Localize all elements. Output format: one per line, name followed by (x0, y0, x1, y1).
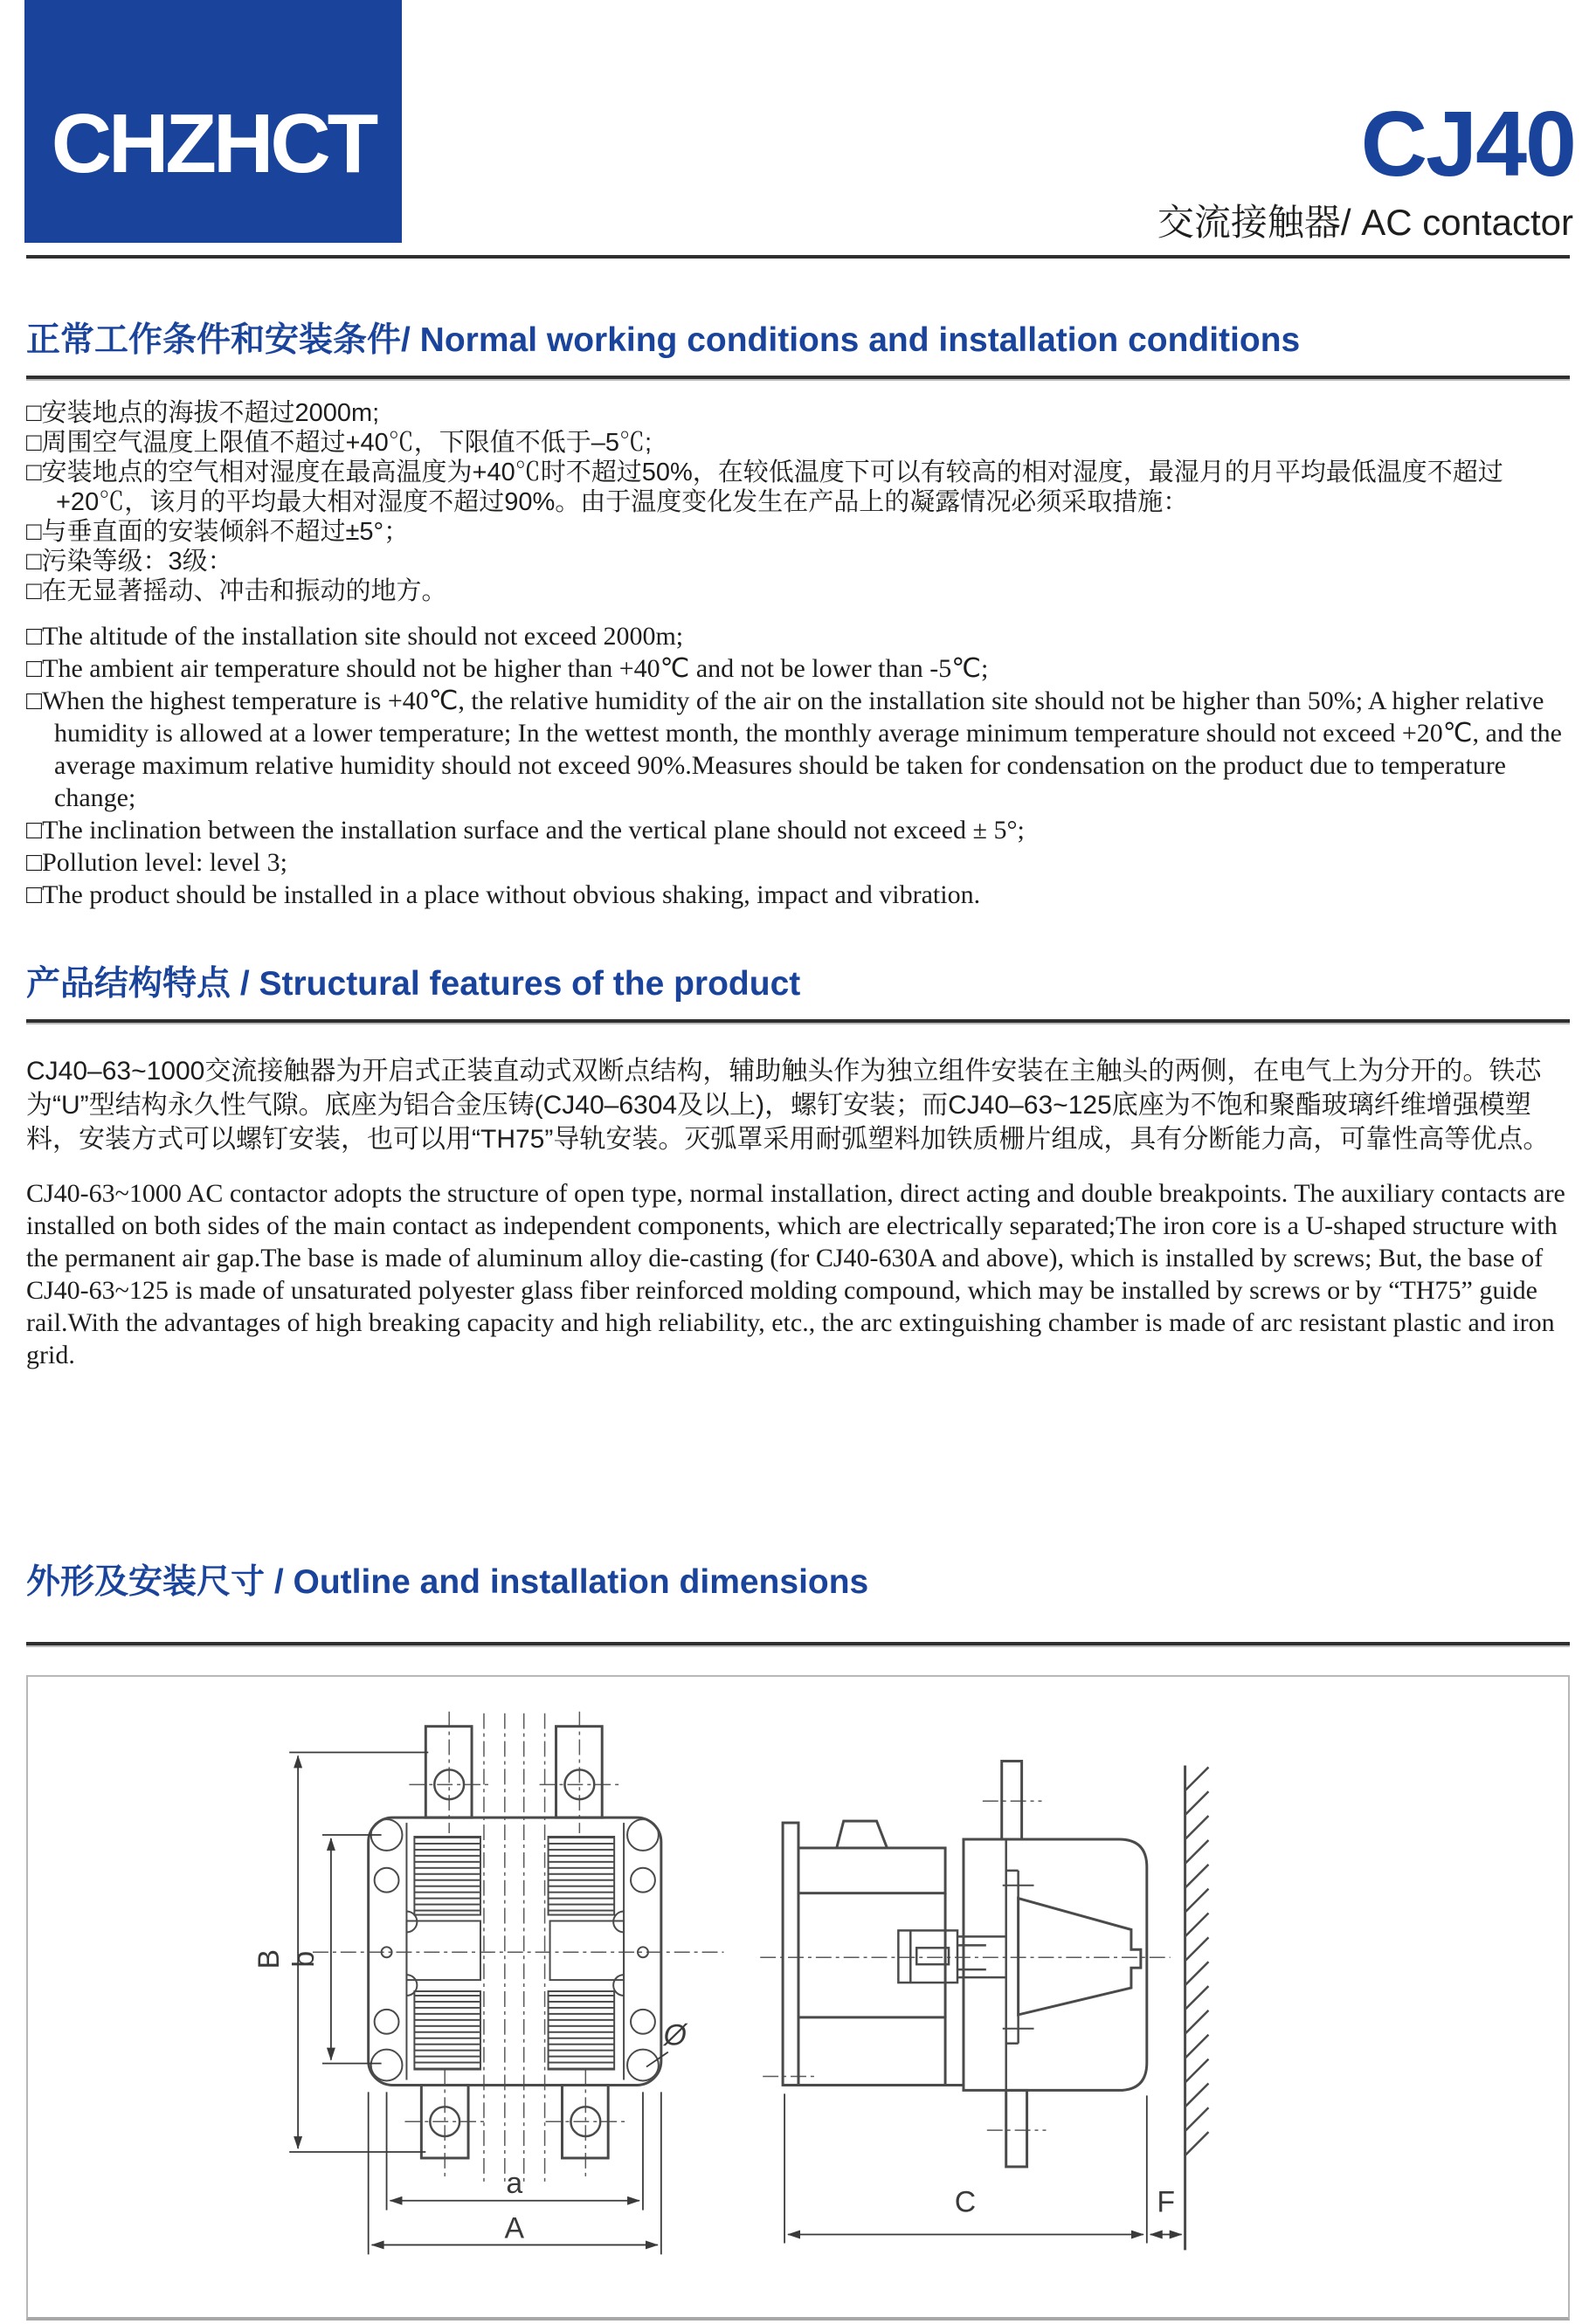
list-item: □The ambient air temperature should not be higher than +40℃ and not be lower than -5℃; (26, 654, 989, 683)
side-view-drawing (760, 1761, 1208, 2250)
section-divider (26, 1019, 1570, 1024)
working-conditions-list-zh (26, 398, 1570, 606)
section-title-dimensions: 外形及安装尺寸 / Outline and installation dimensions (26, 1563, 869, 1601)
centerlines (760, 1801, 1170, 2130)
list-item: □在无显著摇动、冲击和振动的地方。 (26, 577, 447, 605)
structural-features-paragraph-en: CJ40-63~1000 AC contactor adopts the structure of open type, normal installation, direct acting and double breakpoints. The auxiliary contacts are installed on both sides of the main contact as independent components, which are electrically separated;The iron core is a U-shaped structure with the permanent air gap.The base is made of aluminum alloy die-casting (for CJ40-630A and above), which is installed by screws; But, the base of CJ40-63~125 is made of unsaturated polyester glass fiber reinforced molding compound, which may be installed by screws or by “TH75” guide rail.With the advantages of high breaking capacity and high reliability, etc., the arc extinguishing chamber is made of arc resistant plastic and iron grid. (26, 1179, 1565, 1369)
structural-features-paragraph-zh: CJ40–63~1000交流接触器为开启式正装直动式双断点结构，辅助触头作为独立组件安装在主触头的两侧，在电气上为分开的。铁芯为“U”型结构永久性气隙。底座为铝合金压铸(CJ40–6304及以上)，螺钉安装；而CJ40–63~125底座为不饱和聚酯玻璃纤维增强模塑料，安装方式可以螺钉安装，也可以用“TH75”导轨安装。灭弧罩采用耐弧塑料加铁质栅片组成，具有分断能力高，可靠性高等优点。 (26, 1057, 1550, 1154)
technical-drawing (28, 1677, 1568, 2317)
dim-label-diameter: Ø (663, 2018, 687, 2052)
dim-label-A: A (504, 2211, 525, 2245)
section-divider (26, 376, 1570, 381)
dim-label-F: F (1157, 2185, 1176, 2219)
list-item: □Pollution level: level 3; (26, 848, 287, 877)
section-title-structural-features: 产品结构特点 / Structural features of the product (26, 965, 801, 1003)
page-content (26, 259, 1570, 2321)
list-item: □When the highest temperature is +40℃, the relative humidity of the air on the installation site should not be higher than 50%; A higher relative humidity is allowed at a lower temperature; In the wettest month, the monthly average minimum temperature should not exceed +20℃, and the average maximum relative humidity should not exceed 90%.Measures should be taken for condensation on the product due to temperature change; (26, 686, 1562, 812)
section-title-working-conditions: 正常工作条件和安装条件/ Normal working conditions and installation conditions (26, 321, 1301, 359)
product-subtitle: 交流接触器/ AC contactor (1157, 202, 1573, 243)
product-model-title: CJ40 (1360, 93, 1575, 196)
brand-logo-text: CHZHCT (51, 97, 376, 190)
list-item: □安装地点的空气相对湿度在最高温度为+40℃时不超过50%，在较低温度下可以有较高的相对湿度，最湿月的月平均最低温度不超过 +20℃，该月的平均最大相对湿度不超过90%。由于温度变化发生在产品上的凝露情况必须采取措施： (26, 459, 1503, 516)
list-item: □The inclination between the installation surface and the vertical plane should not exceed ± 5°; (26, 816, 1025, 845)
terminal-tabs (421, 1727, 608, 2158)
list-item: □安装地点的海拔不超过2000m; (26, 399, 380, 427)
dim-label-C: C (954, 2185, 977, 2219)
list-item: □污染等级：3级： (26, 548, 233, 576)
dim-label-b: b (287, 1950, 321, 1968)
mounting-wall (1185, 1765, 1209, 2250)
brand-logo (24, 0, 402, 243)
list-item: □与垂直面的安装倾斜不超过±5°； (26, 518, 410, 546)
front-view-drawing (252, 1712, 723, 2255)
vent-grids (406, 1837, 624, 2070)
dim-label-a: a (506, 2166, 523, 2200)
dimension-labels (955, 2186, 1175, 2219)
dim-label-B: B (252, 1948, 287, 1969)
working-conditions-list-en (26, 620, 1570, 911)
list-item: □The product should be installed in a place without obvious shaking, impact and vibration. (26, 880, 981, 909)
list-item: □周围空气温度上限值不超过+40℃，下限值不低于–5℃; (26, 429, 653, 457)
outline-dimensions-figure (26, 1675, 1570, 2321)
section-divider (26, 1642, 1570, 1647)
list-item: □The altitude of the installation site should not exceed 2000m; (26, 622, 684, 651)
coil-assembly (898, 1930, 1005, 1983)
dimension-lines (784, 2093, 1182, 2243)
